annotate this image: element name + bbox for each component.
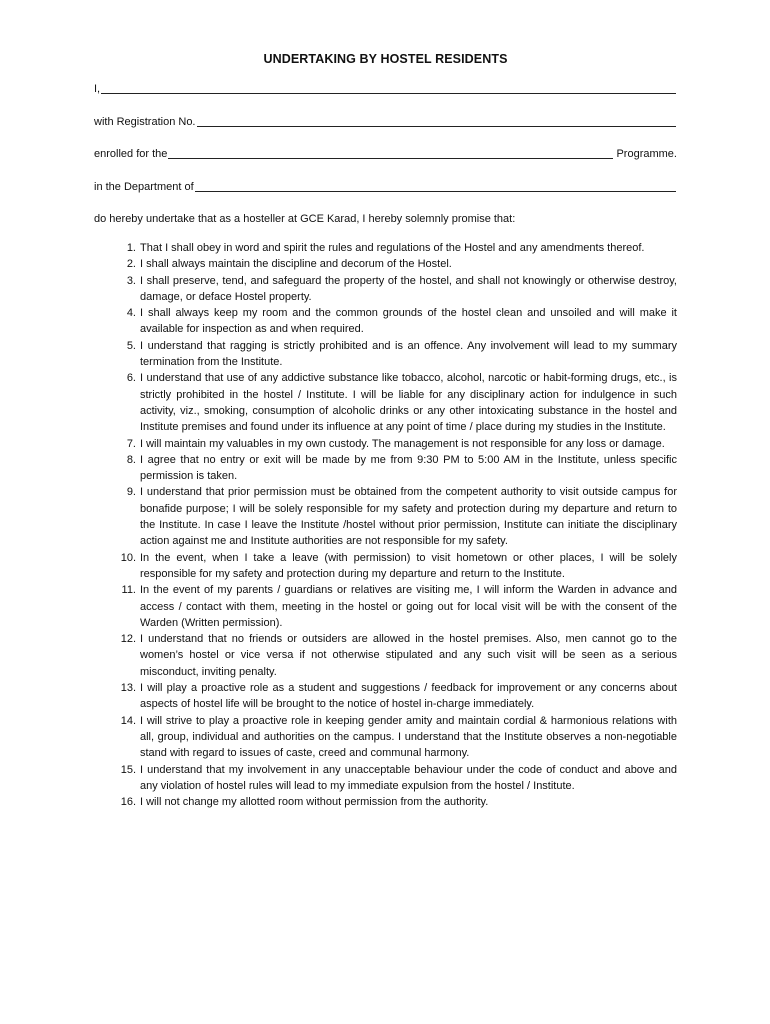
list-item [94,370,677,435]
list-item [94,452,677,485]
name-field-line [94,82,677,96]
item-number: 14. [120,714,136,727]
field-label: I, [94,83,101,95]
fill-in-blank[interactable] [168,147,613,159]
field-label: with Registration No. [94,115,196,128]
field-label: in the Department of [94,180,194,193]
list-item [94,240,677,256]
list-item [94,680,677,713]
list-item [94,550,677,583]
item-text: I shall always maintain the discipline and decorum of the Hostel. [140,258,452,271]
item-number: 8. [126,453,136,466]
item-text: I understand that my involvement in any unacceptable behaviour under the code of conduct and above and any violation of hostel rules will lead to my immediate expulsion from the hostel / Institute. [140,763,677,792]
list-item [94,436,677,452]
list-item [94,794,677,810]
list-item [94,713,677,762]
item-number: 11. [121,584,136,597]
item-text: I will not change my allotted room without permission from the authority. [140,796,489,809]
undertaking-intro: do hereby undertake that as a hosteller at GCE Karad, I hereby solemnly promise that: [94,213,516,225]
item-number: 10. [120,551,136,564]
item-number: 13. [120,682,136,695]
list-item [94,273,677,306]
list-item [94,762,677,795]
item-number: 5. [126,339,136,352]
registration-field-line [94,115,677,129]
department-field-line [94,180,677,194]
item-number: 6. [126,372,136,385]
item-text: I will maintain my valuables in my own custody. The management is not responsible for any loss or damage. [140,437,665,450]
item-number: 15. [120,763,136,776]
item-number: 12. [120,633,136,646]
declaration-fields [94,82,677,194]
item-text: I shall always keep my room and the common grounds of the hostel clean and unsoiled and will make it available for inspection as and when required. [140,307,677,336]
promise-list [94,240,677,810]
item-text: I understand that ragging is strictly prohibited and is an offence. Any involvement will lead to my summary termination from the Institute. [140,339,677,369]
list-item [94,305,677,338]
fill-in-blank[interactable] [195,180,676,192]
fill-in-blank[interactable] [101,82,676,94]
document-title: UNDERTAKING BY HOSTEL RESIDENTS [263,52,508,66]
item-text: In the event, when I take a leave (with permission) to visit hometown or other places, I will be solely responsible for my safety and protection during my departure and return to the Institute. [140,551,677,580]
item-text: I understand that prior permission must be obtained from the competent authority to visit outside campus for bonafide purpose; I will be solely responsible for my safety and protection during my departure and return to the Institute. In case I leave the Institute /hostel without prior permission, Institute can initiate the disciplinary action against me and Institute authorities are not responsible for my safety. [140,486,677,548]
item-number: 2. [126,258,136,271]
item-number: 3. [126,274,136,287]
item-text: I understand that no friends or outsiders are allowed in the hostel premises. Also, men cannot go to the women’s hostel or vice versa if not otherwise stipulated and any such visit will be seen as a serious misconduct, inviting penalty. [140,633,677,678]
list-item [94,631,677,680]
list-item [94,256,677,272]
item-text: I will play a proactive role as a student and suggestions / feedback for improvement or any concerns about aspects of hostel life will be brought to the notice of hostel in-charge immediately. [140,682,677,711]
item-number: 4. [126,307,136,320]
item-number: 1. [126,242,136,254]
item-text: I shall preserve, tend, and safeguard the property of the hostel, and shall not knowingly or otherwise destroy, damage, or deface Hostel property. [140,274,677,303]
list-item [94,582,677,631]
field-trailing-label: Programme. [616,148,677,160]
fill-in-blank[interactable] [197,115,677,127]
list-item [94,338,677,371]
item-number: 16. [120,796,136,809]
list-item [94,484,677,549]
item-text: That I shall obey in word and spirit the rules and regulations of the Hostel and any amendments thereof. [140,242,645,254]
item-text: In the event of my parents / guardians or relatives are visiting me, I will inform the Warden in advance and access / contact with them, meeting in the hostel or going out for local visit will be with the consent of the Warden (Written permission). [140,584,677,629]
item-text: I understand that use of any addictive substance like tobacco, alcohol, narcotic or habit-forming drugs, etc., is strictly prohibited in the hostel / Institute. I will be liable for any disciplinary action for indulgence in such activity, viz., smoking, consumption of alcoholic drinks or any other intoxicating substance in the hostel and Institute premises and found under its influence at any point of time / place during my studies in the Institute. [140,372,677,434]
programme-field-line [94,147,677,161]
item-text: I agree that no entry or exit will be made by me from 9:30 PM to 5:00 AM in the Institute, unless specific permission is taken. [140,453,677,483]
item-number: 7. [126,437,136,450]
item-number: 9. [126,486,136,499]
document-page [94,52,677,810]
item-text: I will strive to play a proactive role in keeping gender amity and maintain cordial & harmonious relations with all, group, individual and authorities on the campus. I understand that the Institute observes a non-negotiable stand with regard to issues of caste, creed and communal harmony. [140,714,677,760]
field-label: enrolled for the [94,148,168,160]
